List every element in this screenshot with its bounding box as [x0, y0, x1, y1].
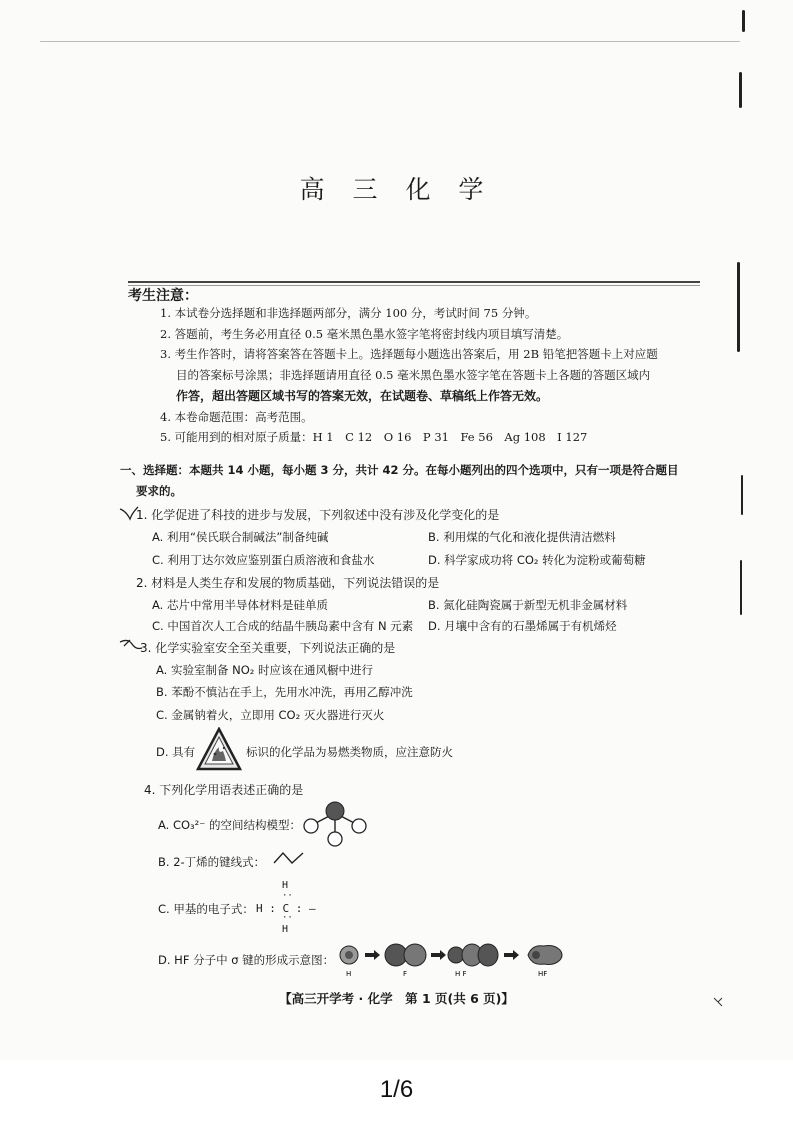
- sigma-label-hf-separate: H F: [455, 970, 467, 978]
- scan-edge-mark: [740, 560, 742, 615]
- page-title: 高 三 化 学: [299, 175, 494, 204]
- question-1-option-d: D. 科学家成功将 CO₂ 转化为淀粉或葡萄糖: [428, 553, 646, 567]
- scan-edge-mark: [739, 72, 742, 108]
- methyl-electron-formula-top: H: [282, 880, 289, 891]
- question-2-option-a: A. 芯片中常用半导体材料是硅单质: [152, 598, 328, 612]
- page-indicator: 1/6: [379, 1076, 414, 1103]
- methyl-electron-formula-bot: H: [282, 924, 289, 935]
- question-4-option-c: C. 甲基的电子式：: [158, 902, 254, 916]
- notice-item: 目的答案标号涂黑；非选择题请用直径 0.5 毫米黑色墨水签字笔在答题卡上各题的答题区域内: [176, 368, 651, 382]
- sigma-label-hf: HF: [538, 970, 548, 978]
- question-4-option-b: B. 2-丁烯的键线式：: [158, 855, 266, 869]
- question-1-stem: 1. 化学促进了科技的进步与发展，下列叙述中没有涉及化学变化的是: [136, 508, 500, 522]
- carbonate-structure-model: [298, 800, 372, 850]
- question-4-option-a: A. CO₃²⁻ 的空间结构模型：: [158, 818, 302, 832]
- section-heading: 一、选择题：本题共 14 小题，每小题 3 分，共计 42 分。在每小题列出的四个选项中，只有一项是符合题目: [120, 463, 679, 477]
- notice-item: 4. 本卷命题范围：高考范围。: [160, 410, 313, 424]
- methyl-electron-formula-mid: H : C : —: [256, 902, 316, 915]
- notice-item: 3. 考生作答时，请将答案答在答题卡上。选择题每小题选出答案后，用 2B 铅笔把答题卡上对应题: [160, 347, 658, 361]
- question-1-option-b: B. 利用煤的气化和液化提供清洁燃料: [428, 530, 616, 544]
- question-2-option-d: D. 月壤中含有的石墨烯属于有机烯烃: [428, 619, 617, 633]
- header-rule-thin: [128, 285, 700, 286]
- notice-item: 2. 答题前，考生务必用直径 0.5 毫米黑色墨水签字笔将密封线内项目填写清楚。: [160, 327, 569, 341]
- question-3-option-b: B. 苯酚不慎沾在手上，先用水冲洗，再用乙醇冲洗: [156, 685, 413, 699]
- question-3-option-a: A. 实验室制备 NO₂ 时应该在通风橱中进行: [156, 663, 374, 677]
- header-rule: [128, 281, 700, 283]
- butene-skeletal-formula: [272, 850, 306, 866]
- notice-item: 5. 可能用到的相对原子质量：H 1 C 12 O 16 P 31 Fe 56 Ag 108 I 127: [160, 430, 588, 444]
- hf-sigma-bond-diagram: [338, 940, 568, 980]
- scan-edge-mark: [737, 262, 740, 352]
- methyl-electron-formula-dots-top: ··: [282, 891, 293, 901]
- scan-edge-mark: [742, 10, 745, 32]
- scan-edge-mark: [40, 41, 740, 42]
- question-3-stem: 3. 化学实验室安全至关重要，下列说法正确的是: [140, 641, 396, 655]
- question-2-option-c: C. 中国首次人工合成的结晶牛胰岛素中含有 N 元素: [152, 619, 414, 633]
- sigma-label-f: F: [403, 970, 408, 978]
- question-4-option-d: D. HF 分子中 σ 键的形成示意图：: [158, 953, 335, 967]
- notice-item: 作答，超出答题区域书写的答案无效，在试题卷、草稿纸上作答无效。: [176, 389, 549, 403]
- question-3-option-d-prefix: D. 具有: [156, 745, 196, 759]
- question-2-stem: 2. 材料是人类生存和发展的物质基础，下列说法错误的是: [136, 576, 440, 590]
- question-3-option-d-suffix: 标识的化学品为易燃类物质，应注意防火: [246, 745, 453, 759]
- notice-heading: 考生注意：: [128, 288, 198, 304]
- flammable-warning-icon: [196, 727, 242, 771]
- question-3-option-c: C. 金属钠着火，立即用 CO₂ 灭火器进行灭火: [156, 708, 385, 722]
- sigma-label-h: H: [346, 970, 352, 978]
- question-1-option-c: C. 利用丁达尔效应鉴别蛋白质溶液和食盐水: [152, 553, 375, 567]
- scan-edge-mark: [741, 475, 743, 515]
- pen-mark: [118, 505, 140, 521]
- question-1-option-a: A. 利用“侯氏联合制碱法”制备纯碱: [152, 530, 329, 544]
- question-2-option-b: B. 氮化硅陶瓷属于新型无机非金属材料: [428, 598, 628, 612]
- notice-item: 1. 本试卷分选择题和非选择题两部分，满分 100 分，考试时间 75 分钟。: [160, 306, 537, 320]
- methyl-electron-formula-dots-bot: ··: [282, 913, 293, 923]
- section-heading-cont: 要求的。: [136, 484, 182, 498]
- page-footer: 【高三开学考 · 化学 第 1 页(共 6 页)】: [279, 991, 514, 1006]
- question-4-stem: 4. 下列化学用语表述正确的是: [144, 783, 304, 797]
- pen-mark: [118, 636, 144, 654]
